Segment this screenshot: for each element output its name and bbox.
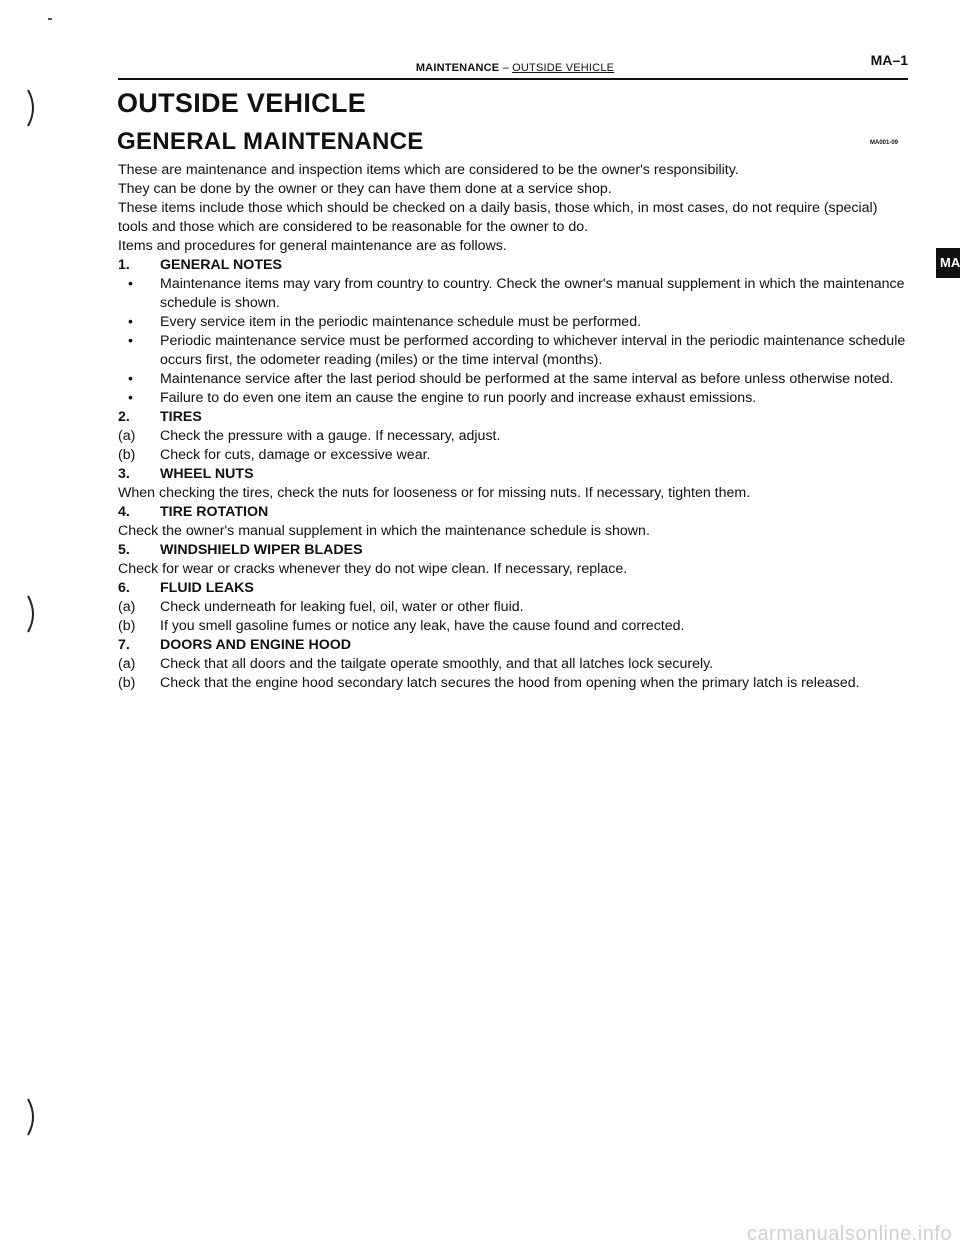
section-heading: FLUID LEAKS	[160, 580, 254, 596]
item-text: If you smell gasoline fumes or notice any leak, have the cause found and corrected.	[160, 618, 685, 634]
intro-paragraph: These are maintenance and inspection items which are considered to be the owner's responsibility.	[118, 162, 739, 178]
section-heading-wheel-nuts	[118, 465, 908, 484]
section-heading-tire-rotation	[118, 503, 908, 522]
intro-paragraph: Items and procedures for general maintenance are as follows.	[118, 238, 507, 254]
list-item	[118, 332, 908, 370]
section-heading: WHEEL NUTS	[160, 466, 254, 482]
bullet-icon: •	[128, 314, 133, 330]
watermark-text: carmanualsonline.info	[746, 1223, 952, 1245]
section-heading: TIRES	[160, 409, 202, 425]
section-heading: TIRE ROTATION	[160, 504, 269, 520]
page-subtitle: GENERAL MAINTENANCE	[117, 128, 424, 155]
list-item	[118, 389, 908, 408]
section-number: 1.	[118, 257, 130, 273]
bullet-icon: •	[128, 276, 133, 292]
intro-paragraph: These items include those which should be checked on a daily basis, those which, in most cases, do not require (special) tools and those which are considered to be reasonable for the owner to do.	[118, 200, 878, 235]
list-item	[118, 275, 908, 313]
list-item	[118, 370, 908, 389]
section-tab-marker: MA	[936, 248, 960, 278]
running-header	[120, 62, 910, 74]
bullet-text: Periodic maintenance service must be performed according to whichever interval in the periodic maintenance schedule occurs first, the odometer reading (miles) or the time interval (months).	[160, 333, 906, 368]
header-rule	[118, 78, 908, 80]
bullet-icon: •	[128, 371, 133, 387]
section-text: Check for wear or cracks whenever they do not wipe clean. If necessary, replace.	[118, 561, 628, 577]
section-text: Check the owner's manual supplement in which the maintenance schedule is shown.	[118, 523, 650, 539]
section-heading: WINDSHIELD WIPER BLADES	[160, 542, 363, 558]
item-label: (b)	[118, 447, 136, 463]
section-number: 5.	[118, 542, 130, 558]
bullet-icon: •	[128, 333, 133, 349]
item-text: Check for cuts, damage or excessive wear.	[160, 447, 431, 463]
item-label: (a)	[118, 599, 136, 615]
item-label: (a)	[118, 428, 136, 444]
list-item	[118, 674, 908, 693]
list-item	[118, 446, 908, 465]
item-label: (b)	[118, 618, 136, 634]
bullet-text: Failure to do even one item an cause the engine to run poorly and increase exhaust emissions.	[160, 390, 757, 406]
section-heading-doors-hood	[118, 636, 908, 655]
intro-paragraph: They can be done by the owner or they can have them done at a service shop.	[118, 181, 612, 197]
scan-speck	[48, 18, 52, 20]
list-item	[118, 598, 908, 617]
section-heading-tires	[118, 408, 908, 427]
list-item	[118, 655, 908, 674]
item-label: (b)	[118, 675, 136, 691]
bullet-text: Every service item in the periodic maintenance schedule must be performed.	[160, 314, 642, 330]
page-body	[118, 161, 908, 693]
section-number: 7.	[118, 637, 130, 653]
section-heading: GENERAL NOTES	[160, 257, 282, 273]
bullet-text: Maintenance items may vary from country to country. Check the owner's manual supplement in which the maintenance schedule is shown.	[160, 276, 905, 311]
binder-hole-mark	[26, 592, 40, 636]
bullet-text: Maintenance service after the last period should be performed at the same interval as before unless otherwise noted.	[160, 371, 894, 387]
section-heading-general-notes	[118, 256, 908, 275]
section-heading-wiper-blades	[118, 541, 908, 560]
section-number: 2.	[118, 409, 130, 425]
section-number: 3.	[118, 466, 130, 482]
item-text: Check underneath for leaking fuel, oil, water or other fluid.	[160, 599, 524, 615]
section-heading: DOORS AND ENGINE HOOD	[160, 637, 352, 653]
list-item	[118, 313, 908, 332]
page-number: MA–1	[870, 52, 908, 68]
header-subsection: OUTSIDE VEHICLE	[512, 62, 615, 74]
section-text: When checking the tires, check the nuts for looseness or for missing nuts. If necessary, tighten them.	[118, 485, 751, 501]
document-code: MA001-09	[869, 140, 898, 146]
item-text: Check the pressure with a gauge. If necessary, adjust.	[160, 428, 501, 444]
item-text: Check that all doors and the tailgate operate smoothly, and that all latches lock securely.	[160, 656, 714, 672]
header-section: MAINTENANCE	[415, 62, 500, 74]
bullet-icon: •	[128, 390, 133, 406]
header-separator: –	[502, 62, 509, 74]
list-item	[118, 617, 908, 636]
list-item	[118, 427, 908, 446]
binder-hole-mark	[26, 86, 40, 130]
section-heading-fluid-leaks	[118, 579, 908, 598]
item-text: Check that the engine hood secondary latch secures the hood from opening when the primary latch is released.	[160, 675, 860, 691]
page-title: OUTSIDE VEHICLE	[117, 88, 367, 118]
item-label: (a)	[118, 656, 136, 672]
section-number: 6.	[118, 580, 130, 596]
binder-hole-mark	[26, 1095, 40, 1139]
section-number: 4.	[118, 504, 130, 520]
